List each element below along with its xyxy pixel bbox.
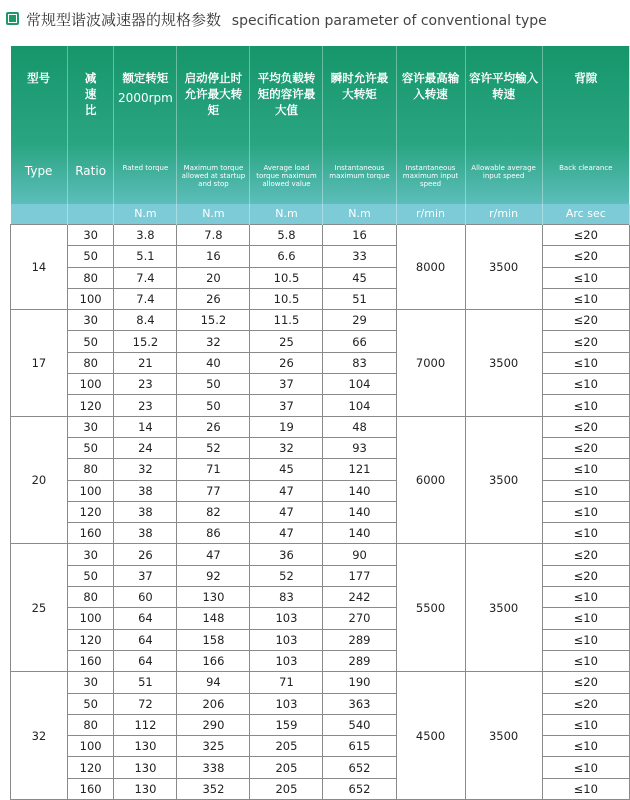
cell-ratio: 80 [67,267,114,288]
cell-rated-torque: 64 [114,650,177,671]
cell-inst-torque: 615 [323,736,396,757]
cell-rated-torque: 15.2 [114,331,177,352]
cell-back-clearance: ≤10 [542,757,629,778]
cell-ratio: 80 [67,587,114,608]
cell-back-clearance: ≤10 [542,288,629,309]
cell-back-clearance: ≤10 [542,501,629,522]
cell-inst-torque: 121 [323,459,396,480]
cell-inst-torque: 29 [323,310,396,331]
cell-avg-torque: 103 [250,693,323,714]
cell-back-clearance: ≤10 [542,374,629,395]
header-inst-unit: N.m [323,204,396,225]
cell-ratio: 50 [67,437,114,458]
header-avg-zh: 平均负载转矩的容许最大值 [250,46,323,164]
cell-max-torque: 86 [177,523,250,544]
header-avg-unit: N.m [250,204,323,225]
cell-max-torque: 325 [177,736,250,757]
cell-max-torque: 338 [177,757,250,778]
cell-rated-torque: 64 [114,629,177,650]
cell-type: 14 [11,225,68,310]
cell-inst-torque: 242 [323,587,396,608]
cell-rated-torque: 130 [114,778,177,799]
cell-max-torque: 50 [177,374,250,395]
header-ispd-en: Instantaneous maximum input speed [396,164,465,204]
cell-max-torque: 26 [177,416,250,437]
header-aspd-zh: 容许平均输入转速 [465,46,542,164]
header-avg-en: Average load torque maximum allowed value [250,164,323,204]
cell-ratio: 50 [67,693,114,714]
table-header [11,46,630,225]
cell-rated-torque: 3.8 [114,225,177,246]
cell-back-clearance: ≤10 [542,523,629,544]
cell-avg-torque: 11.5 [250,310,323,331]
cell-rated-torque: 14 [114,416,177,437]
header-type-en: Type [11,164,68,204]
table-row [11,672,630,693]
table-row [11,310,630,331]
cell-input-speed-max: 7000 [396,310,465,416]
cell-back-clearance: ≤10 [542,714,629,735]
header-max-en: Maximum torque allowed at startup and stop [177,164,250,204]
cell-avg-torque: 103 [250,650,323,671]
cell-avg-torque: 47 [250,480,323,501]
cell-ratio: 80 [67,714,114,735]
table-row [11,416,630,437]
cell-rated-torque: 8.4 [114,310,177,331]
cell-rated-torque: 112 [114,714,177,735]
cell-back-clearance: ≤20 [542,416,629,437]
cell-back-clearance: ≤10 [542,395,629,416]
header-ratio-unit [67,204,114,225]
cell-max-torque: 290 [177,714,250,735]
table-row [11,544,630,565]
cell-inst-torque: 270 [323,608,396,629]
cell-max-torque: 15.2 [177,310,250,331]
cell-rated-torque: 23 [114,395,177,416]
cell-inst-torque: 140 [323,523,396,544]
cell-ratio: 100 [67,736,114,757]
header-rated-zh-text: 额定转矩 [122,71,169,85]
cell-max-torque: 166 [177,650,250,671]
cell-rated-torque: 32 [114,459,177,480]
spec-table [10,46,630,800]
cell-rated-torque: 64 [114,608,177,629]
cell-max-torque: 71 [177,459,250,480]
cell-ratio: 120 [67,757,114,778]
cell-max-torque: 77 [177,480,250,501]
cell-max-torque: 26 [177,288,250,309]
cell-ratio: 100 [67,608,114,629]
header-aspd-en: Allowable average input speed [465,164,542,204]
cell-back-clearance: ≤20 [542,331,629,352]
page-title [26,9,547,30]
cell-inst-torque: 66 [323,331,396,352]
cell-avg-torque: 36 [250,544,323,565]
cell-rated-torque: 51 [114,672,177,693]
cell-avg-torque: 159 [250,714,323,735]
cell-inst-torque: 289 [323,650,396,671]
header-back-unit: Arc sec [542,204,629,225]
cell-max-torque: 16 [177,246,250,267]
cell-input-speed-avg: 3500 [465,416,542,544]
cell-inst-torque: 652 [323,778,396,799]
cell-inst-torque: 540 [323,714,396,735]
cell-ratio: 80 [67,459,114,480]
cell-inst-torque: 289 [323,629,396,650]
cell-inst-torque: 33 [323,246,396,267]
cell-avg-torque: 103 [250,608,323,629]
header-back-en: Back clearance [542,164,629,204]
cell-type: 25 [11,544,68,672]
cell-max-torque: 32 [177,331,250,352]
cell-back-clearance: ≤20 [542,672,629,693]
header-max-unit: N.m [177,204,250,225]
cell-rated-torque: 130 [114,736,177,757]
header-back-zh: 背隙 [542,46,629,164]
cell-ratio: 80 [67,352,114,373]
cell-avg-torque: 47 [250,523,323,544]
cell-ratio: 160 [67,650,114,671]
cell-input-speed-max: 5500 [396,544,465,672]
cell-inst-torque: 140 [323,501,396,522]
header-type-unit [11,204,68,225]
page-title-bar [0,0,630,40]
cell-max-torque: 52 [177,437,250,458]
cell-rated-torque: 72 [114,693,177,714]
cell-back-clearance: ≤10 [542,352,629,373]
cell-inst-torque: 93 [323,437,396,458]
cell-rated-torque: 38 [114,501,177,522]
cell-avg-torque: 83 [250,587,323,608]
cell-ratio: 160 [67,778,114,799]
cell-input-speed-avg: 3500 [465,672,542,800]
cell-input-speed-avg: 3500 [465,544,542,672]
cell-ratio: 100 [67,288,114,309]
cell-back-clearance: ≤10 [542,650,629,671]
cell-avg-torque: 32 [250,437,323,458]
cell-inst-torque: 363 [323,693,396,714]
cell-max-torque: 158 [177,629,250,650]
cell-inst-torque: 45 [323,267,396,288]
cell-max-torque: 50 [177,395,250,416]
cell-back-clearance: ≤10 [542,778,629,799]
cell-avg-torque: 205 [250,736,323,757]
cell-inst-torque: 177 [323,565,396,586]
cell-ratio: 50 [67,246,114,267]
cell-rated-torque: 130 [114,757,177,778]
header-rated-en: Rated torque [114,164,177,204]
cell-inst-torque: 104 [323,395,396,416]
cell-back-clearance: ≤10 [542,587,629,608]
cell-type: 20 [11,416,68,544]
header-rated-sub: 2000rpm [118,91,173,105]
cell-back-clearance: ≤20 [542,693,629,714]
cell-avg-torque: 103 [250,629,323,650]
cell-back-clearance: ≤10 [542,608,629,629]
cell-max-torque: 40 [177,352,250,373]
cell-max-torque: 82 [177,501,250,522]
cell-ratio: 30 [67,672,114,693]
cell-rated-torque: 21 [114,352,177,373]
cell-rated-torque: 26 [114,544,177,565]
cell-inst-torque: 83 [323,352,396,373]
cell-ratio: 100 [67,480,114,501]
cell-max-torque: 7.8 [177,225,250,246]
cell-avg-torque: 37 [250,374,323,395]
header-ratio-zh [67,46,114,164]
cell-back-clearance: ≤20 [542,246,629,267]
cell-rated-torque: 23 [114,374,177,395]
cell-back-clearance: ≤20 [542,544,629,565]
cell-type: 32 [11,672,68,800]
cell-avg-torque: 47 [250,501,323,522]
cell-max-torque: 148 [177,608,250,629]
cell-avg-torque: 19 [250,416,323,437]
cell-inst-torque: 51 [323,288,396,309]
cell-max-torque: 20 [177,267,250,288]
header-ratio-zh-text: 减速比 [84,71,97,117]
header-ispd-unit: r/min [396,204,465,225]
table-body [11,225,630,800]
cell-rated-torque: 60 [114,587,177,608]
cell-rated-torque: 24 [114,437,177,458]
cell-rated-torque: 37 [114,565,177,586]
cell-max-torque: 47 [177,544,250,565]
cell-inst-torque: 104 [323,374,396,395]
cell-inst-torque: 16 [323,225,396,246]
cell-back-clearance: ≤20 [542,565,629,586]
cell-ratio: 120 [67,501,114,522]
header-aspd-unit: r/min [465,204,542,225]
cell-avg-torque: 205 [250,757,323,778]
cell-ratio: 30 [67,310,114,331]
checkbox-square-icon [6,12,19,25]
cell-input-speed-avg: 3500 [465,310,542,416]
cell-input-speed-max: 6000 [396,416,465,544]
cell-back-clearance: ≤20 [542,225,629,246]
cell-max-torque: 94 [177,672,250,693]
cell-avg-torque: 6.6 [250,246,323,267]
header-rated-unit: N.m [114,204,177,225]
title-zh: 常规型谐波减速器的规格参数 [26,11,222,29]
cell-inst-torque: 90 [323,544,396,565]
cell-avg-torque: 25 [250,331,323,352]
cell-max-torque: 206 [177,693,250,714]
cell-back-clearance: ≤10 [542,629,629,650]
cell-input-speed-max: 8000 [396,225,465,310]
cell-inst-torque: 652 [323,757,396,778]
cell-rated-torque: 38 [114,480,177,501]
cell-ratio: 120 [67,395,114,416]
cell-ratio: 160 [67,523,114,544]
cell-back-clearance: ≤10 [542,480,629,501]
cell-avg-torque: 71 [250,672,323,693]
cell-max-torque: 352 [177,778,250,799]
cell-rated-torque: 7.4 [114,288,177,309]
cell-back-clearance: ≤10 [542,267,629,288]
cell-type: 17 [11,310,68,416]
cell-rated-torque: 38 [114,523,177,544]
cell-avg-torque: 5.8 [250,225,323,246]
title-en: specification parameter of conventional type [231,13,547,29]
cell-ratio: 100 [67,374,114,395]
cell-inst-torque: 140 [323,480,396,501]
header-ratio-en: Ratio [67,164,114,204]
cell-back-clearance: ≤20 [542,437,629,458]
cell-max-torque: 92 [177,565,250,586]
header-rated-zh [114,46,177,164]
cell-inst-torque: 48 [323,416,396,437]
cell-ratio: 50 [67,565,114,586]
cell-back-clearance: ≤20 [542,310,629,331]
header-inst-en: Instantaneous maximum torque [323,164,396,204]
cell-avg-torque: 205 [250,778,323,799]
cell-ratio: 30 [67,416,114,437]
cell-rated-torque: 7.4 [114,267,177,288]
cell-ratio: 120 [67,629,114,650]
cell-inst-torque: 190 [323,672,396,693]
cell-avg-torque: 10.5 [250,288,323,309]
table-row [11,225,630,246]
cell-avg-torque: 37 [250,395,323,416]
cell-ratio: 30 [67,544,114,565]
header-ispd-zh: 容许最高输入转速 [396,46,465,164]
cell-avg-torque: 26 [250,352,323,373]
cell-max-torque: 130 [177,587,250,608]
cell-rated-torque: 5.1 [114,246,177,267]
cell-avg-torque: 10.5 [250,267,323,288]
cell-back-clearance: ≤10 [542,459,629,480]
cell-input-speed-avg: 3500 [465,225,542,310]
cell-avg-torque: 52 [250,565,323,586]
header-max-zh: 启动停止时允许最大转矩 [177,46,250,164]
cell-ratio: 50 [67,331,114,352]
header-type-zh: 型号 [11,46,68,164]
cell-avg-torque: 45 [250,459,323,480]
cell-input-speed-max: 4500 [396,672,465,800]
cell-back-clearance: ≤10 [542,736,629,757]
header-inst-zh: 瞬时允许最大转矩 [323,46,396,164]
spec-table-container [10,46,630,800]
cell-ratio: 30 [67,225,114,246]
